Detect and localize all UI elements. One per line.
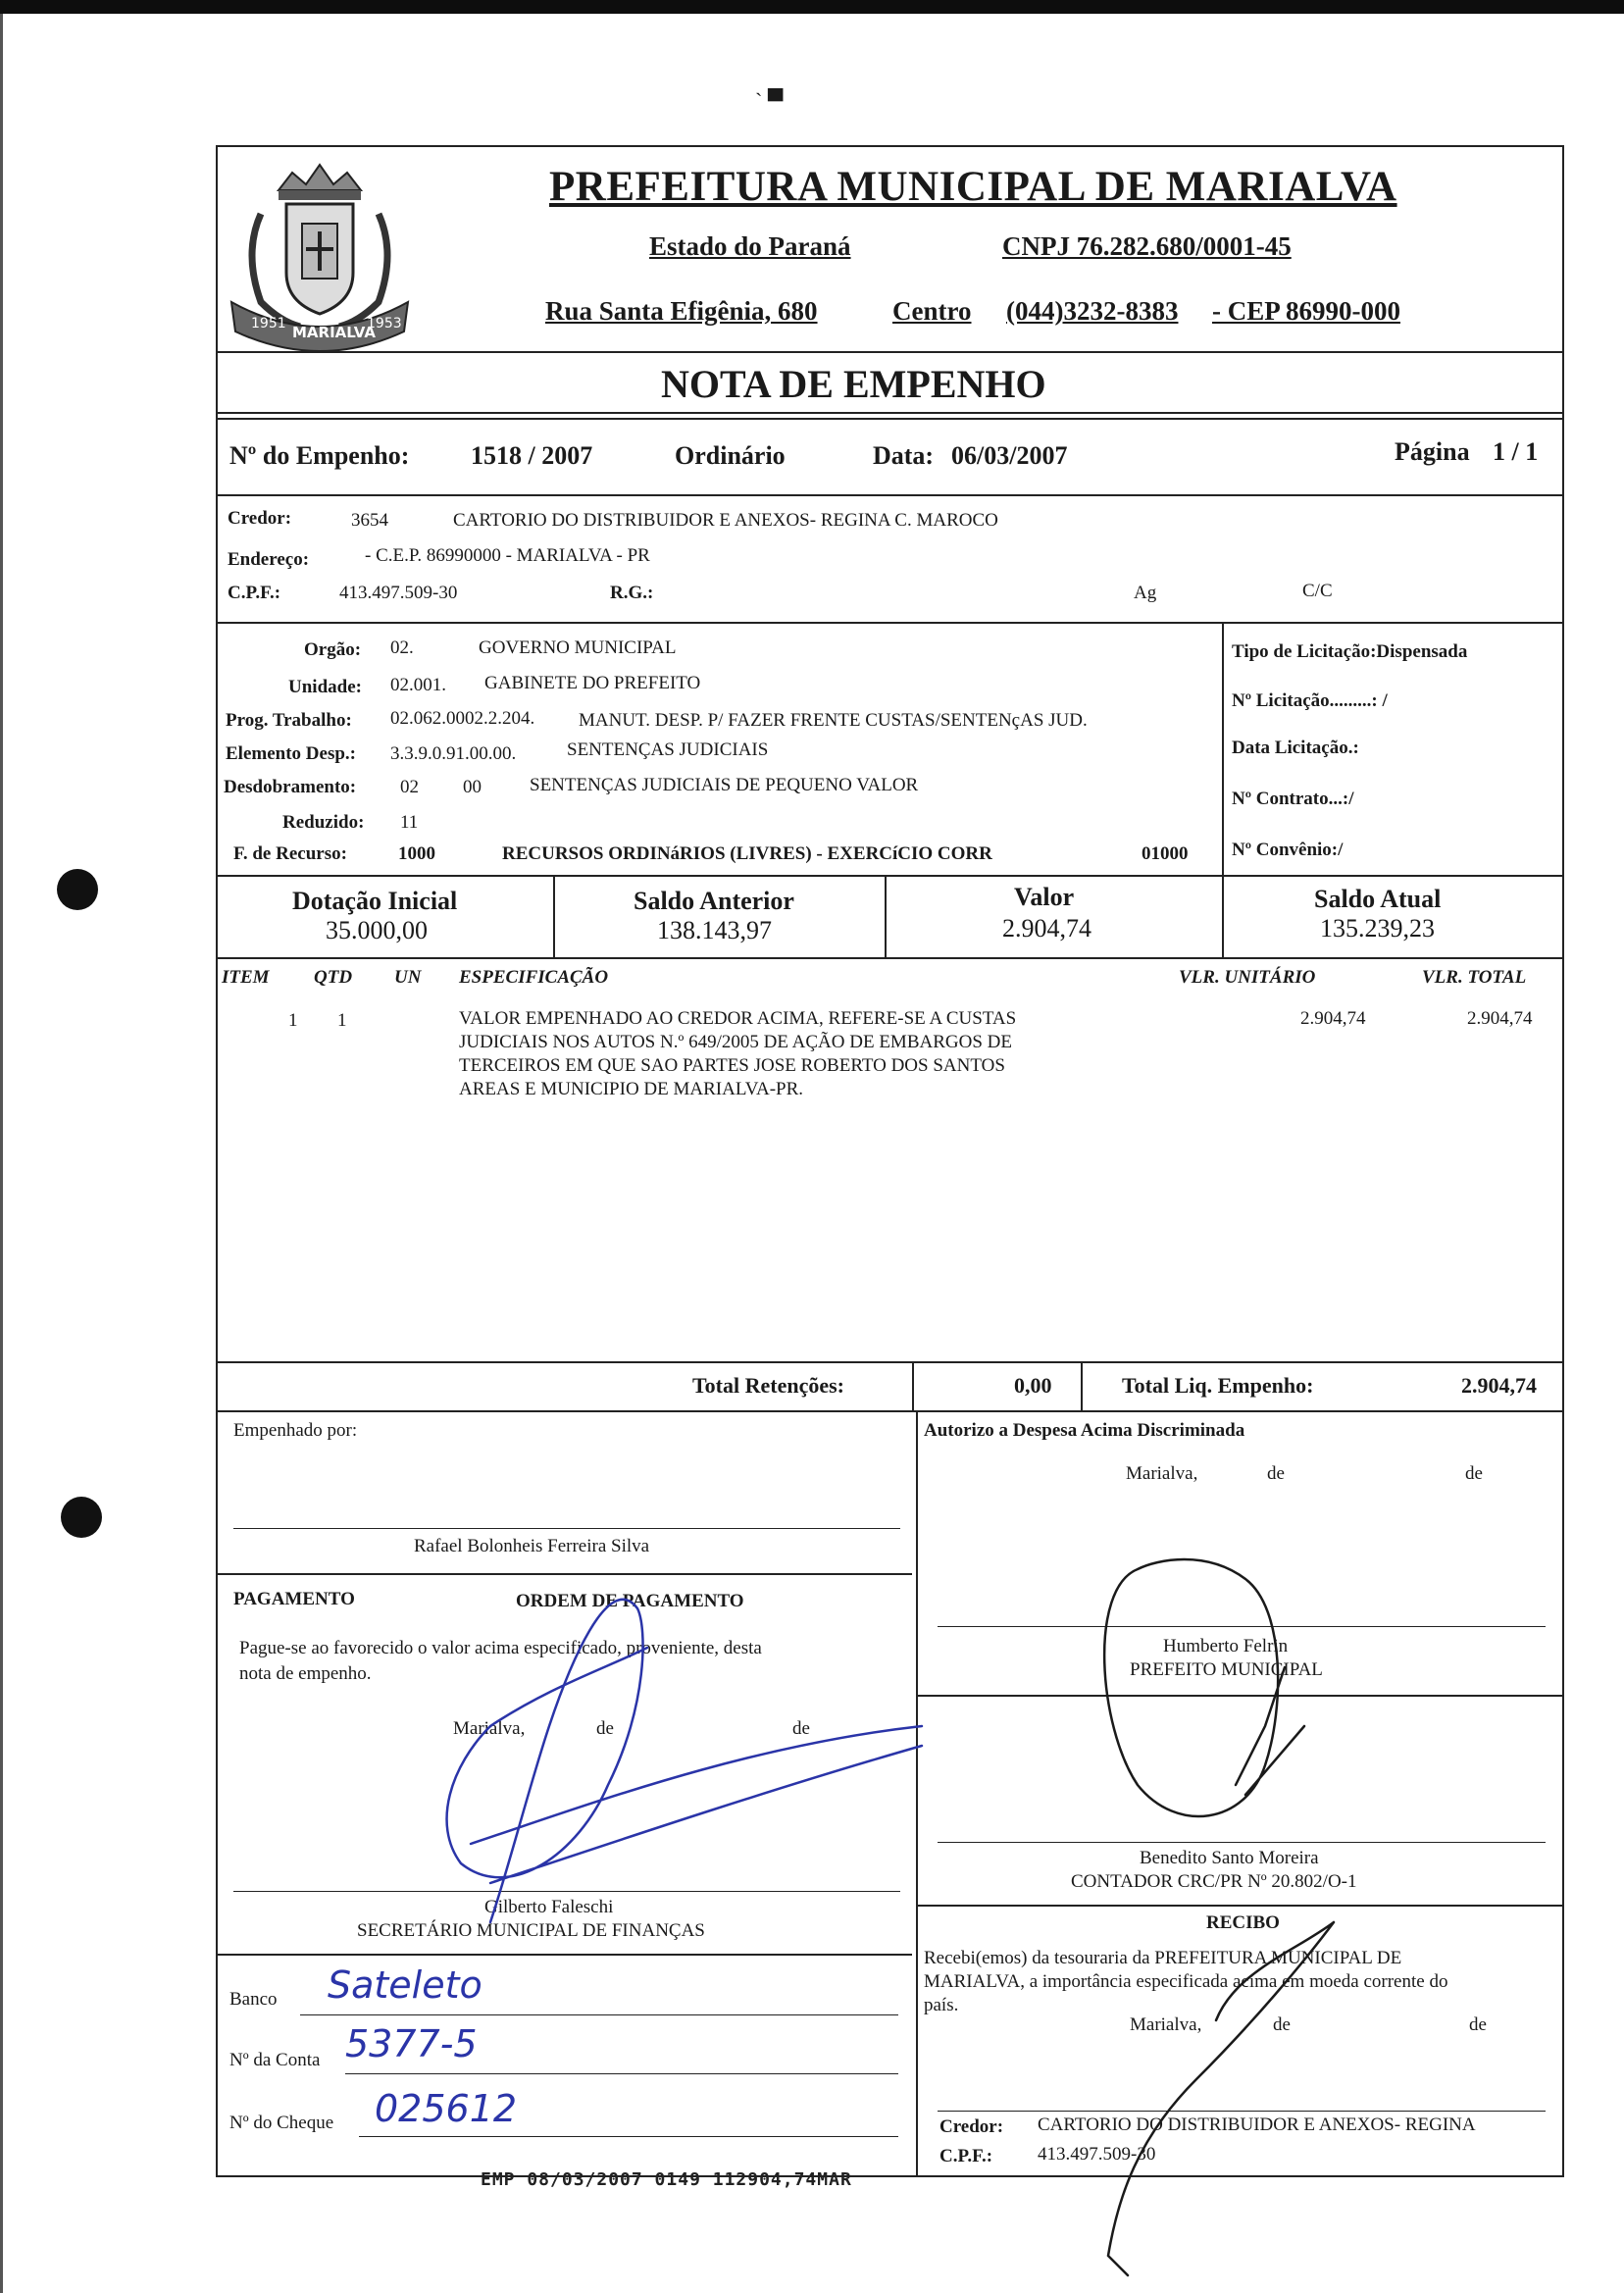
district: Centro [892, 296, 972, 326]
data-licitacao: Data Licitação.: [1232, 738, 1359, 758]
secretary-name: Gilberto Faleschi [484, 1897, 614, 1917]
valor-value: 2.904,74 [1002, 914, 1091, 943]
col-un-header: UN [394, 967, 422, 988]
recibo-place: Marialva, [1130, 2014, 1202, 2035]
reduzido-label: Reduzido: [282, 812, 365, 833]
scan-speck: ˋ ▀ [755, 88, 784, 113]
recibo-text: Recebi(emos) da tesouraria da PREFEITURA MUNICIPAL DE [924, 1948, 1402, 1968]
document-title: NOTA DE EMPENHO [661, 362, 1046, 406]
saldo-anterior-value: 138.143,97 [657, 916, 772, 944]
phone: (044)3232-8383 [1006, 296, 1179, 326]
desdobramento-code: 02 [400, 777, 419, 797]
recibo-de: de [1469, 2014, 1487, 2035]
cpf-label: C.P.F.: [228, 583, 281, 603]
banco-handwritten: Sateleto [328, 1963, 482, 2007]
autorizo-de: de [1267, 1463, 1285, 1484]
numero-contrato: Nº Contrato...:/ [1232, 789, 1354, 809]
saldo-anterior-label: Saldo Anterior [634, 887, 794, 915]
total-liq-value: 2.904,74 [1461, 1373, 1537, 1398]
desdobramento-label: Desdobramento: [224, 777, 357, 797]
item-description-line: VALOR EMPENHADO AO CREDOR ACIMA, REFERE-SE A CUSTAS [459, 1008, 1017, 1029]
desdobramento-sub: 00 [463, 777, 482, 797]
page-number: 1 / 1 [1493, 437, 1539, 466]
recurso-label: F. de Recurso: [233, 843, 347, 864]
numero-licitacao: Nº Licitação.........: / [1232, 690, 1388, 711]
orgao-name: GOVERNO MUNICIPAL [479, 637, 677, 658]
recibo-credor-value: CARTORIO DO DISTRIBUIDOR E ANEXOS- REGINA [1038, 2115, 1476, 2135]
recibo-de: de [1273, 2014, 1291, 2035]
pagamento-place: Marialva, [453, 1718, 526, 1739]
orgao-label: Orgão: [304, 639, 362, 660]
cheque-handwritten: 025612 [375, 2087, 518, 2130]
empenho-label: Nº do Empenho: [229, 441, 410, 470]
desdobramento-name: SENTENÇAS JUDICIAIS DE PEQUENO VALOR [530, 775, 919, 795]
pagamento-text: Pague-se ao favorecido o valor acima especificado, proveniente, desta [239, 1638, 762, 1658]
col-qtd-header: QTD [314, 967, 353, 988]
cc-label: C/C [1302, 581, 1333, 601]
saldo-atual-value: 135.239,23 [1320, 914, 1435, 943]
secretary-role: SECRETÁRIO MUNICIPAL DE FINANÇAS [357, 1920, 705, 1941]
page-label: Página [1395, 437, 1470, 466]
orgao-code: 02. [390, 637, 414, 658]
dotacao-inicial-value: 35.000,00 [326, 916, 428, 944]
secretary-signature [447, 1600, 922, 1922]
numero-convenio: Nº Convênio:/ [1232, 840, 1344, 860]
pagamento-de: de [792, 1718, 810, 1739]
endereco-value: - C.E.P. 86990000 - MARIALVA - PR [365, 545, 650, 566]
prog-code: 02.062.0002.2.204. [390, 708, 535, 729]
conta-handwritten: 5377-5 [345, 2022, 478, 2065]
bottom-print-stamp: EMP 08/03/2007 0149 112904,74MAR [481, 2169, 852, 2190]
item-number: 1 [288, 1010, 298, 1031]
recibo-text: país. [924, 1995, 959, 2015]
total-liq-label: Total Liq. Empenho: [1122, 1373, 1314, 1398]
item-description-line: AREAS E MUNICIPIO DE MARIALVA-PR. [459, 1079, 804, 1099]
accountant-role: CONTADOR CRC/PR Nº 20.802/O-1 [1071, 1871, 1357, 1892]
ordem-pagamento-label: ORDEM DE PAGAMENTO [516, 1591, 744, 1611]
item-unit-value: 2.904,74 [1300, 1008, 1366, 1029]
autorizo-place: Marialva, [1126, 1463, 1198, 1484]
svg-text:MARIALVA: MARIALVA [292, 324, 376, 341]
endereco-label: Endereço: [228, 549, 310, 570]
prefeitura-title: PREFEITURA MUNICIPAL DE MARIALVA [549, 164, 1397, 210]
saldo-atual-label: Saldo Atual [1314, 885, 1442, 913]
total-retencoes-value: 0,00 [1014, 1373, 1052, 1398]
cheque-label: Nº do Cheque [229, 2113, 334, 2133]
recibo-credor-label: Credor: [939, 2116, 1004, 2137]
elemento-code: 3.3.9.0.91.00.00. [390, 743, 517, 764]
recurso-name: RECURSOS ORDINáRIOS (LIVRES) - EXERCíCIO CORR [502, 843, 992, 864]
address: Rua Santa Efigênia, 680 [545, 296, 818, 326]
total-retencoes-label: Total Retenções: [692, 1373, 844, 1398]
elemento-label: Elemento Desp.: [226, 743, 356, 764]
credor-name: CARTORIO DO DISTRIBUIDOR E ANEXOS- REGINA C. MAROCO [453, 510, 998, 531]
unidade-name: GABINETE DO PREFEITO [484, 673, 701, 693]
recibo-text: MARIALVA, a importância especificada acima em moeda corrente do [924, 1971, 1448, 1992]
cnpj: CNPJ 76.282.680/0001-45 [1002, 231, 1292, 261]
cpf-value: 413.497.509-30 [339, 583, 458, 603]
col-espec-header: ESPECIFICAÇÃO [459, 967, 609, 988]
item-description-line: TERCEIROS EM QUE SAO PARTES JOSE ROBERTO DOS SANTOS [459, 1055, 1005, 1076]
banco-label: Banco [229, 1989, 278, 2010]
reduzido-value: 11 [400, 812, 419, 833]
accountant-name: Benedito Santo Moreira [1140, 1848, 1319, 1868]
item-total-value: 2.904,74 [1467, 1008, 1533, 1029]
recurso-code: 1000 [398, 843, 435, 864]
dotacao-inicial-label: Dotação Inicial [292, 887, 458, 915]
prog-label: Prog. Trabalho: [226, 710, 352, 731]
ag-label: Ag [1134, 583, 1157, 603]
recibo-cpf-value: 413.497.509-30 [1038, 2144, 1156, 2165]
recibo-cpf-label: C.P.F.: [939, 2146, 993, 2166]
col-total-header: VLR. TOTAL [1422, 967, 1527, 988]
recibo-signature [1108, 1922, 1334, 2275]
empenho-type: Ordinário [675, 441, 786, 470]
svg-text:1953: 1953 [367, 316, 402, 331]
credor-label: Credor: [228, 508, 292, 529]
autorizo-label: Autorizo a Despesa Acima Discriminada [924, 1420, 1245, 1441]
mayor-role: PREFEITO MUNICIPAL [1130, 1659, 1323, 1680]
empenho-date: 06/03/2007 [951, 441, 1068, 470]
empenho-number: 1518 / 2007 [471, 441, 593, 470]
item-description-line: JUDICIAIS NOS AUTOS N.º 649/2005 DE AÇÃO DE EMBARGOS DE [459, 1032, 1012, 1052]
tipo-licitacao: Tipo de Licitação:Dispensada [1232, 641, 1468, 662]
pagamento-text: nota de empenho. [239, 1663, 372, 1684]
date-label: Data: [873, 441, 935, 470]
recurso-ref: 01000 [1142, 843, 1189, 864]
mayor-name: Humberto Felrin [1163, 1636, 1289, 1656]
valor-label: Valor [1014, 883, 1075, 911]
unidade-code: 02.001. [390, 675, 446, 695]
svg-text:1951: 1951 [251, 316, 286, 331]
col-unit-header: VLR. UNITÁRIO [1179, 967, 1316, 988]
mayor-signature [1104, 1559, 1304, 1816]
elemento-name: SENTENÇAS JUDICIAIS [567, 739, 769, 760]
empenhado-por-name: Rafael Bolonheis Ferreira Silva [414, 1536, 650, 1556]
rg-label: R.G.: [610, 583, 654, 603]
cep: - CEP 86990-000 [1212, 296, 1400, 326]
col-item-header: ITEM [222, 967, 270, 988]
unidade-label: Unidade: [288, 677, 362, 697]
empenhado-por-label: Empenhado por: [233, 1420, 358, 1441]
autorizo-de: de [1465, 1463, 1483, 1484]
pagamento-label: PAGAMENTO [233, 1589, 355, 1609]
item-qtd: 1 [337, 1010, 347, 1031]
prog-name: MANUT. DESP. P/ FAZER FRENTE CUSTAS/SENTENçAS JUD. [579, 710, 1088, 731]
state-name: Estado do Paraná [649, 231, 851, 261]
recibo-label: RECIBO [1206, 1912, 1280, 1933]
pagamento-de: de [596, 1718, 614, 1739]
conta-label: Nº da Conta [229, 2050, 321, 2070]
credor-code: 3654 [351, 510, 388, 531]
